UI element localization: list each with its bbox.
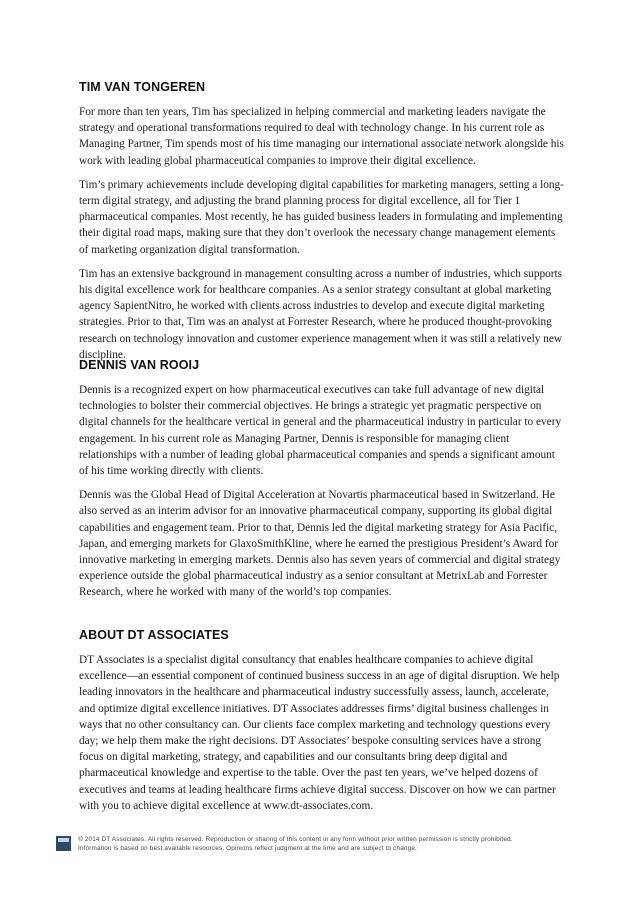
paragraph: Tim’s primary achievements include developing digital capabilities for marketing managers, setting a long-term digital strategy, and adjusting the brand planning process for digital excellence, all for Tier 1 pharmaceutical companies. Most recently, he has guided business leaders in formulating and implementing their digital road maps, making sure that they don’t overlook the necessary change management elements of marketing organization digital transformation. xyxy=(79,178,564,256)
paragraph: Dennis was the Global Head of Digital Acceleration at Novartis pharmaceutical based in Switzerland. He also served as an interim advisor for an innovative pharmaceutical company, supporting its global digital capabilities and engagement team. Prior to that, Dennis led the digital marketing strategy for Asia Pacific, Japan, and emerging markets for GlaxoSmithKline, where he earned the prestigious President’s Award for innovative marketing in emerging markets. Dennis also has seven years of commercial and digital strategy experience outside the global pharmaceutical industry as a senior consultant at MetrixLab and Forrester Research, where he worked with many of the world’s top companies. xyxy=(79,489,561,599)
disclaimer-notice: Information is based on best available resources. Opinions reflect judgment at the time and are subject to change. xyxy=(78,845,417,852)
paragraph: For more than ten years, Tim has specialized in helping commercial and marketing leaders navigate the strategy and operational transformations required to deal with technology change. In his current role as Managing Partner, Tim spends most of his time managing our international associate network alongside his work with leading global pharmaceutical companies to improve their digital excellence. xyxy=(79,106,564,167)
section-heading: DENNIS VAN ROOIJ xyxy=(79,358,200,372)
footer-text xyxy=(78,835,513,853)
page-footer xyxy=(56,835,596,853)
paragraph: DT Associates is a specialist digital consultancy that enables healthcare companies to achieve digital excellence—an essential component of continued business success in an age of digital disruption. We help leading innovators in the healthcare and pharmaceutical industry successfully assess, launch, accelerate, and optimize digital excellence initiatives. DT Associates addresses firms’ digital business challenges in ways that no other consultancy can. Our clients face complex marketing and technology questions every day; we help them make the right decisions. DT Associates’ bespoke consulting services have a strong focus on digital marketing, strategy, and capabilities and our consultants bring deep digital and pharmaceutical knowledge and expertise to the table. Over the past ten years, we’ve helped dozens of executives and teams at leading healthcare firms achieve digital success. Discover on how we can partner with you to achieve digital excellence at www.dt-associates.com. xyxy=(79,654,560,812)
copyright-notice: © 2014 DT Associates. All rights reserved. Reproduction or sharing of this content in any form without prior written permission is strictly prohibited. xyxy=(78,836,513,843)
section-about-dt-associates xyxy=(79,628,565,822)
paragraph: Dennis is a recognized expert on how pharmaceutical executives can take full advantage of new digital technologies to bolster their commercial objectives. He brings a strategic yet pragmatic perspective on digital channels for the healthcare vertical in general and the pharmaceutical industry in particular to every engagement. In his current role as Managing Partner, Dennis is responsible for managing client relationships with a number of leading global pharmaceutical companies and spends a significant amount of his time working directly with clients. xyxy=(79,384,562,478)
section-heading: ABOUT DT ASSOCIATES xyxy=(79,628,229,642)
section-tim-van-tongeren xyxy=(79,80,565,371)
dt-associates-logo-icon xyxy=(56,836,71,851)
paragraph: Tim has an extensive background in management consulting across a number of industries, which supports his digital excellence work for healthcare companies. As a senior strategy consultant at global marketing agency SapientNitro, he worked with clients across industries to develop and execute digital marketing strategies. Prior to that, Tim was an analyst at Forrester Research, where he produced thought-provoking research on technology innovation and customer experience management when it was still a relatively new discipline. xyxy=(79,267,563,361)
section-heading: TIM VAN TONGEREN xyxy=(79,80,206,94)
section-dennis-van-rooij xyxy=(79,358,565,609)
